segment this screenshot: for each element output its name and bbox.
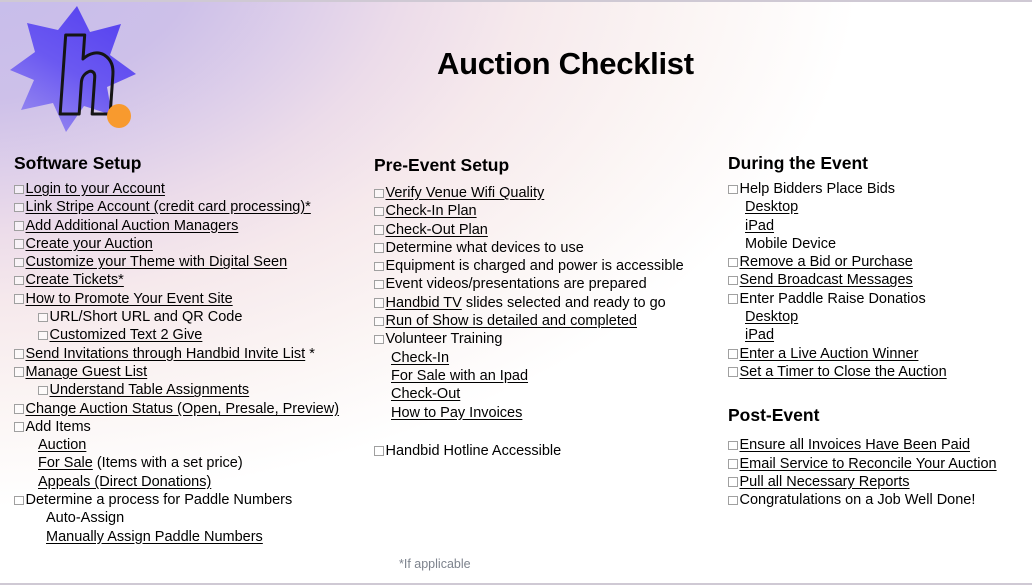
checklist-link[interactable]: Create Tickets* bbox=[25, 272, 124, 289]
checklist-item bbox=[374, 442, 728, 460]
checklist-item bbox=[728, 436, 1030, 454]
checklist-text: Help Bidders Place Bids bbox=[739, 181, 896, 197]
checkbox[interactable] bbox=[38, 331, 48, 341]
checklist-link[interactable]: How to Promote Your Event Site bbox=[25, 290, 233, 307]
checkbox[interactable] bbox=[14, 276, 24, 286]
checklist-item bbox=[728, 326, 1030, 344]
checkbox[interactable] bbox=[728, 367, 738, 377]
checkbox[interactable] bbox=[38, 313, 48, 323]
checklist-link[interactable]: Customized Text 2 Give bbox=[49, 327, 203, 344]
checklist-text: * bbox=[305, 345, 315, 362]
checklist-section bbox=[728, 153, 1030, 381]
checklist-link[interactable]: Enter a Live Auction Winner bbox=[739, 345, 919, 362]
checklist-section bbox=[14, 153, 374, 546]
checklist-link[interactable]: Login to your Account bbox=[25, 181, 165, 197]
checklist-link[interactable]: Check-Out Plan bbox=[385, 221, 488, 238]
checklist-item bbox=[728, 473, 1030, 491]
checkbox[interactable] bbox=[374, 298, 384, 308]
checklist-link[interactable]: Check-In bbox=[391, 349, 450, 366]
checklist-item bbox=[728, 180, 1030, 198]
checkbox[interactable] bbox=[14, 349, 24, 359]
checkbox[interactable] bbox=[38, 386, 48, 396]
checkbox[interactable] bbox=[374, 446, 384, 456]
section-heading: During the Event bbox=[728, 153, 869, 173]
checklist-item bbox=[14, 528, 374, 546]
checklist-item bbox=[14, 491, 374, 509]
handbid-logo bbox=[2, 2, 152, 142]
checkbox[interactable] bbox=[14, 221, 24, 231]
checklist-item bbox=[14, 381, 374, 399]
page-title: Auction Checklist bbox=[437, 46, 694, 81]
checklist-link[interactable]: Customize your Theme with Digital Seen bbox=[25, 254, 288, 271]
checklist-text: Volunteer Training bbox=[385, 331, 503, 348]
checklist-item bbox=[728, 491, 1030, 509]
checklist-item bbox=[14, 473, 374, 491]
checklist-link[interactable]: Desktop bbox=[745, 199, 799, 216]
checklist-item bbox=[14, 400, 374, 418]
checklist-item bbox=[728, 253, 1030, 271]
checklist-text: URL/Short URL and QR Code bbox=[49, 309, 243, 326]
section-heading: Post-Event bbox=[728, 405, 820, 426]
checklist-item bbox=[14, 235, 374, 253]
checklist-item bbox=[14, 308, 374, 326]
checkbox[interactable] bbox=[14, 422, 24, 432]
checkbox[interactable] bbox=[374, 317, 384, 327]
checklist-link[interactable]: For Sale with an Ipad bbox=[391, 367, 529, 384]
checklist-item bbox=[728, 198, 1030, 216]
checklist-link[interactable]: Handbid TV bbox=[385, 294, 462, 311]
checklist-item bbox=[728, 235, 1030, 253]
checklist-item bbox=[374, 367, 728, 385]
checkbox[interactable] bbox=[14, 203, 24, 213]
checklist-link[interactable]: Appeals (Direct Donations) bbox=[38, 473, 212, 490]
checklist-link[interactable]: Check-In Plan bbox=[385, 203, 477, 220]
checklist-item bbox=[374, 330, 728, 348]
checkbox[interactable] bbox=[14, 496, 24, 506]
checkbox[interactable] bbox=[374, 262, 384, 272]
checkbox[interactable] bbox=[374, 280, 384, 290]
checkbox[interactable] bbox=[14, 404, 24, 414]
checkbox[interactable] bbox=[728, 441, 738, 451]
checklist-item bbox=[728, 308, 1030, 326]
footnote: *If applicable bbox=[399, 557, 471, 571]
checklist-item bbox=[728, 363, 1030, 381]
checkbox[interactable] bbox=[728, 477, 738, 487]
checklist-text: Auto-Assign bbox=[46, 510, 125, 527]
checklist-link[interactable]: Manually Assign Paddle Numbers bbox=[46, 528, 263, 545]
checklist-item bbox=[14, 345, 374, 363]
checklist-link[interactable]: Email Service to Reconcile Your Auction bbox=[739, 455, 997, 472]
checkbox[interactable] bbox=[374, 335, 384, 345]
checklist-link[interactable]: Pull all Necessary Reports bbox=[739, 473, 910, 490]
checkbox[interactable] bbox=[14, 294, 24, 304]
checklist-text: Event videos/presentations are prepared bbox=[385, 276, 647, 293]
section-heading: Pre-Event Setup bbox=[374, 155, 510, 175]
checklist-text: Handbid Hotline Accessible bbox=[385, 442, 562, 459]
checklist-link[interactable]: Send Broadcast Messages bbox=[739, 272, 913, 289]
logo-orange-dot bbox=[107, 104, 131, 128]
checklist-text: Add Items bbox=[25, 418, 91, 435]
checklist-link[interactable]: For Sale bbox=[38, 455, 93, 472]
checklist-item bbox=[14, 509, 374, 527]
checklist-link[interactable]: Set a Timer to Close the Auction bbox=[739, 363, 947, 380]
checkbox[interactable] bbox=[374, 225, 384, 235]
checkbox[interactable] bbox=[14, 185, 24, 195]
checklist-text: (Items with a set price) bbox=[92, 455, 243, 472]
checklist-link[interactable]: Send Invitations through Handbid Invite List bbox=[25, 345, 306, 362]
checklist-link[interactable]: Add Additional Auction Managers bbox=[25, 217, 239, 234]
checklist-section bbox=[728, 405, 1030, 509]
section-heading: Software Setup bbox=[14, 153, 142, 173]
checkbox[interactable] bbox=[728, 496, 738, 506]
checklist-item bbox=[14, 217, 374, 235]
checkbox[interactable] bbox=[374, 189, 384, 199]
checkbox[interactable] bbox=[14, 239, 24, 249]
checklist-item bbox=[728, 290, 1030, 308]
checklist-link[interactable]: Check-Out bbox=[391, 386, 461, 403]
checklist-item bbox=[14, 180, 374, 198]
checklist-link[interactable]: Verify Venue Wifi Quality bbox=[385, 185, 545, 201]
checklist-item bbox=[374, 349, 728, 367]
checklist-item bbox=[374, 221, 728, 239]
checkbox[interactable] bbox=[14, 367, 24, 377]
checklist-link[interactable]: Manage Guest List bbox=[25, 363, 148, 380]
checklist-link[interactable]: How to Pay Invoices bbox=[391, 404, 523, 421]
checklist-text: Mobile Device bbox=[745, 235, 837, 252]
checklist-item bbox=[728, 271, 1030, 289]
checklist-item bbox=[728, 455, 1030, 473]
checklist-item bbox=[14, 436, 374, 454]
checklist-item bbox=[14, 290, 374, 308]
checklist-link[interactable]: iPad bbox=[745, 217, 775, 234]
checklist-link[interactable]: Create your Auction bbox=[25, 235, 153, 252]
checklist-item bbox=[374, 202, 728, 220]
checklist-link[interactable]: Run of Show is detailed and completed bbox=[385, 313, 637, 330]
checklist-link[interactable]: Ensure all Invoices Have Been Paid bbox=[739, 437, 971, 454]
checklist-item bbox=[374, 184, 728, 202]
checklist-text: Equipment is charged and power is accessible bbox=[385, 258, 684, 275]
checklist-item bbox=[374, 404, 728, 422]
checklist-item bbox=[14, 454, 374, 472]
checklist-text: Congratulations on a Job Well Done! bbox=[739, 492, 976, 509]
checkbox[interactable] bbox=[14, 258, 24, 268]
checklist-text: Enter Paddle Raise Donatios bbox=[739, 290, 926, 307]
checkbox[interactable] bbox=[728, 276, 738, 286]
checklist-link[interactable]: Change Auction Status (Open, Presale, Preview) bbox=[25, 400, 340, 417]
checklist-section bbox=[374, 155, 728, 460]
checkbox[interactable] bbox=[728, 459, 738, 469]
checkbox[interactable] bbox=[374, 207, 384, 217]
checklist-item bbox=[14, 326, 374, 344]
checkbox[interactable] bbox=[728, 185, 738, 195]
checklist-item bbox=[14, 198, 374, 216]
checklist-link[interactable]: Remove a Bid or Purchase bbox=[739, 254, 913, 271]
checklist-item bbox=[14, 253, 374, 271]
checkbox[interactable] bbox=[374, 243, 384, 253]
checklist-item bbox=[374, 294, 728, 312]
checklist-link[interactable]: Link Stripe Account (credit card processing)* bbox=[25, 199, 311, 216]
checklist-item bbox=[374, 275, 728, 293]
checklist-link[interactable]: Desktop bbox=[745, 309, 799, 326]
column-software-setup bbox=[14, 153, 374, 546]
checklist-item bbox=[728, 345, 1030, 363]
checklist-item bbox=[14, 363, 374, 381]
checkbox[interactable] bbox=[728, 294, 738, 304]
checkbox[interactable] bbox=[728, 349, 738, 359]
checkbox[interactable] bbox=[728, 258, 738, 268]
checklist-link[interactable]: Auction bbox=[38, 437, 87, 454]
checklist-link[interactable]: Understand Table Assignments bbox=[49, 382, 250, 399]
checklist-item bbox=[374, 385, 728, 403]
checklist-text: Determine a process for Paddle Numbers bbox=[25, 492, 293, 509]
checklist-item bbox=[728, 217, 1030, 235]
column-pre-event-setup bbox=[374, 155, 728, 460]
checklist-item bbox=[14, 271, 374, 289]
checklist-text: slides selected and ready to go bbox=[461, 294, 666, 311]
checklist-item bbox=[14, 418, 374, 436]
handbid-logo-art bbox=[2, 2, 152, 142]
checklist-item bbox=[374, 239, 728, 257]
checklist-link[interactable]: iPad bbox=[745, 327, 775, 344]
column-during-and-post-event bbox=[728, 153, 1030, 509]
checklist-text: Determine what devices to use bbox=[385, 239, 584, 256]
checklist-item bbox=[374, 312, 728, 330]
checklist-item bbox=[374, 257, 728, 275]
